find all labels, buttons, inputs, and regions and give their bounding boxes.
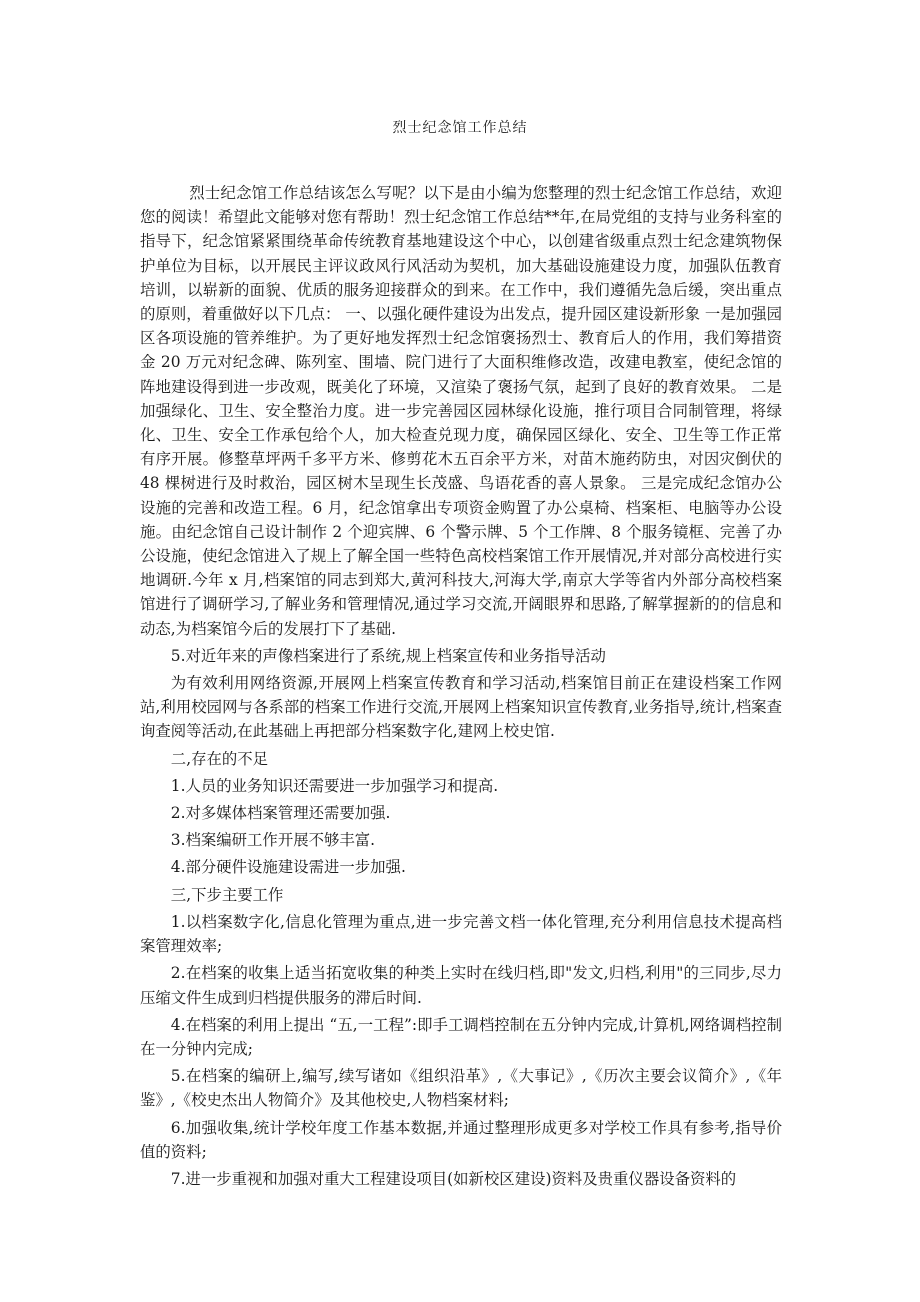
list-item: 4.部分硬件设施建设需进一步加强. — [170, 858, 406, 877]
list-item: 2.在档案的收集上适当拓宽收集的种类上实时在线归档,即"发文,归档,利用"的三同步,尽力压缩文件生成到归档提供服务的滞后时间. — [140, 964, 782, 1007]
list-item: 4.在档案的利用上提出 “五,一工程”:即手工调档控制在五分钟内完成,计算机,网络调档控制在一分钟内完成; — [140, 1015, 782, 1058]
document-body — [140, 181, 782, 1191]
list-item: 1.以档案数字化,信息化管理为重点,进一步完善文档一体化管理,充分利用信息技术提高档案管理效率; — [140, 912, 782, 956]
paragraph-item-5: 5.对近年来的声像档案进行了系统,规上档案宣传和业务指导活动 — [170, 646, 606, 665]
document-title: 烈士纪念馆工作总结 — [392, 120, 528, 136]
paragraph-network: 为有效利用网络资源,开展网上档案宣传教育和学习活动,档案馆目前正在建设档案工作网站,利用校园网与各系部的档案工作进行交流,开展网上档案知识宣传教育,业务指导,统计,档案查询查阅等活动,在此基础上再把部分档案数字化,建网上校史馆. — [140, 674, 782, 741]
list-item: 5.在档案的编研上,编写,续写诸如《组织沿革》,《大事记》,《历次主要会议简介》,《年鉴》,《校史杰出人物简介》及其他校史,人物档案材料; — [140, 1067, 782, 1110]
section-heading-next-steps: 三,下步主要工作 — [170, 885, 284, 904]
paragraph-intro: 烈士纪念馆工作总结该怎么写呢？以下是由小编为您整理的烈士纪念馆工作总结，欢迎您的阅读！希望此文能够对您有帮助！烈士纪念馆工作总结**年,在局党组的支持与业务科室的指导下，纪念馆紧紧围绕革命传统教育基地建设这个中心，以创建省级重点烈士纪念建筑物保护单位为目标，以开展民主评议政风行风活动为契机，加大基础设施建设力度，加强队伍教育培训，以崭新的面貌、优质的服务迎接群众的到来。在工作中，我们遵循先急后缓，突出重点的原则，着重做好以下几点： 一、以强化硬件建设为出发点，提升园区建设新形象 一是加强园区各项设施的管养维护。为了更好地发挥烈士纪念馆褒扬烈士、教育后人的作用，我们筹措资金 20 万元对纪念碑、陈列室、围墙、院门进行了大面积维修改造，改建电教室，使纪念馆的阵地建设得到进一步改观，既美化了环境，又渲染了褒扬气氛，起到了良好的教育效果。 二是加强绿化、卫生、安全整治力度。进一步完善园区园林绿化设施，推行项目合同制管理，将绿化、卫生、安全工作承包给个人，加大检查兑现力度，确保园区绿化、安全、卫生等工作正常有序开展。修整草坪两千多平方米、修剪花木五百余平方米，对苗木施药防虫，对因灾倒伏的 48 棵树进行及时救治，园区树木呈现生长茂盛、鸟语花香的喜人景象。 三是完成纪念馆办公设施的完善和改造工程。6 月，纪念馆拿出专项资金购置了办公桌椅、档案柜、电脑等办公设施。由纪念馆自己设计制作 2 个迎宾牌、6 个警示牌、5 个工作牌、8 个服务镜框、完善了办公设施，使纪念馆进入了规上了解全国一些特色高校档案馆工作开展情况,并对部分高校进行实地调研.今年 x 月,档案馆的同志到郑大,黄河科技大,河海大学,南京大学等省内外部分高校档案馆进行了调研学习,了解业务和管理情况,通过学习交流,开阔眼界和思路,了解掌握新的的信息和动态,为档案馆今后的发展打下了基础. — [140, 184, 782, 638]
list-item: 3.档案编研工作开展不够丰富. — [170, 831, 376, 850]
list-item: 2.对多媒体档案管理还需要加强. — [170, 804, 391, 823]
list-item: 6.加强收集,统计学校年度工作基本数据,并通过整理形成更多对学校工作具有参考,指导价值的资料; — [140, 1118, 782, 1161]
list-item: 1.人员的业务知识还需要进一步加强学习和提高. — [170, 776, 499, 795]
section-heading-shortcomings: 二,存在的不足 — [170, 749, 269, 768]
list-item: 7.进一步重视和加强对重大工程建设项目(如新校区建设)资料及贵重仪器设备资料的 — [170, 1169, 737, 1188]
